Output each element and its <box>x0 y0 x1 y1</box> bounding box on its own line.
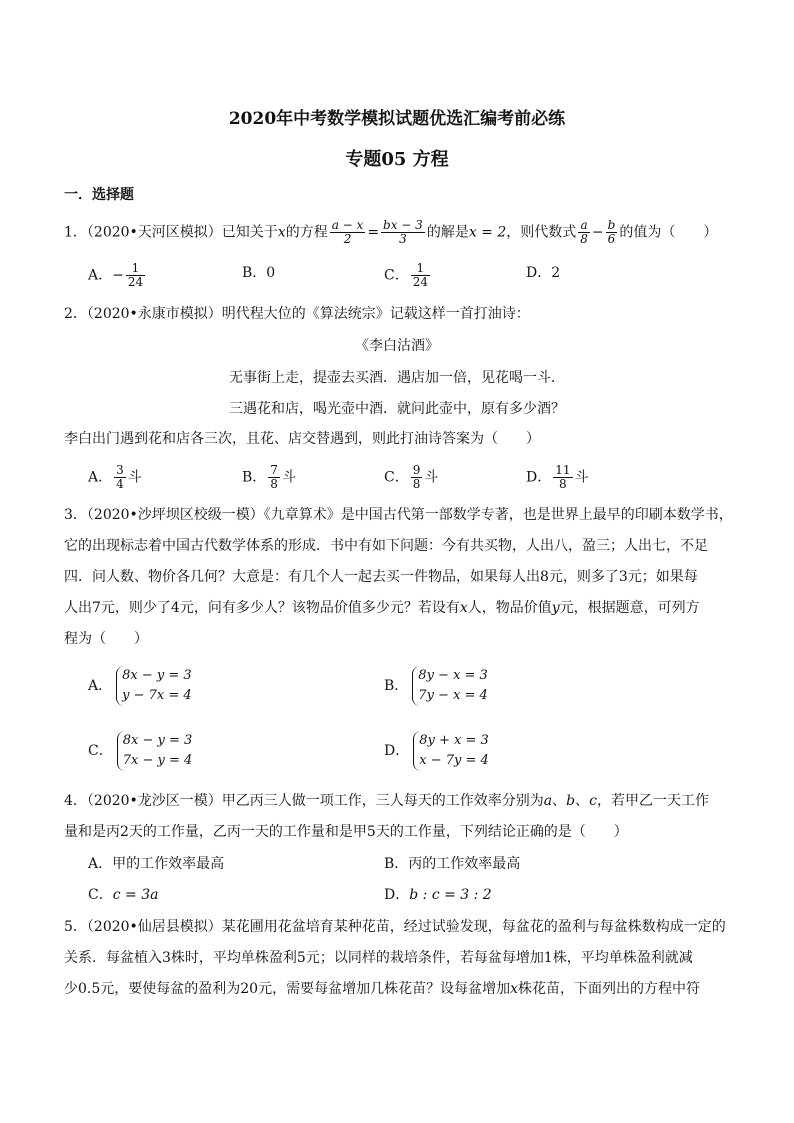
document-title: 2020年中考数学模拟试题优选汇编考前必练 <box>228 109 566 129</box>
fraction: $\frac{a - x}{2}$ <box>331 218 364 246</box>
question-5-line-2: 关系．每盆植入3株时，平均单株盈利5元；以同样的栽培条件，若每盆每增加1株，平均单株盈利就减 <box>64 950 693 966</box>
question-4-line-1: 4．（2020•龙沙区一模）甲乙丙三人做一项工作，三人每天的工作效率分别为a、b、c，若甲乙一天工作 <box>64 793 709 809</box>
q2-option-b[interactable]: B． $\frac{7}{8}$ 斗 <box>242 463 296 491</box>
poem-line-1: 无事街上走，提壶去买酒．遇店加一倍，见花喝一斗． <box>229 370 565 386</box>
question-4-line-2: 量和是丙2天的工作量，乙丙一天的工作量和是甲5天的工作量，下列结论正确的是（ ） <box>64 824 628 840</box>
poem-title: 《李白沽酒》 <box>355 338 439 354</box>
question-3-line-1: 3．（2020•沙坪坝区校级一模）《九章算术》是中国古代第一部数学专著，也是世界上最早的印刷本数学书， <box>64 507 733 523</box>
q2-option-a[interactable]: A． $\frac{3}{4}$ 斗 <box>88 463 142 491</box>
equation-system: 8x − y = 3 7x − y = 4 <box>117 731 193 771</box>
question-2-stem: 2．（2020•永康市模拟）明代程大位的《算法统宗》记载这样一首打油诗： <box>64 306 530 322</box>
question-3-line-5: 程为（ ） <box>64 631 148 647</box>
q1-option-d[interactable]: D．2 <box>526 265 561 281</box>
q4-option-c[interactable]: C．c = 3a <box>88 887 159 903</box>
q3-option-b[interactable]: B． 8y − x = 3 7y − x = 4 <box>384 666 488 706</box>
q3-option-a[interactable]: A． 8x − y = 3 y − 7x = 4 <box>88 666 192 706</box>
q2-option-d[interactable]: D． $\frac{11}{8}$ 斗 <box>526 463 589 491</box>
section-heading: 一．选择题 <box>64 187 134 203</box>
q1-option-c[interactable]: C． $\frac{1}{24}$ <box>384 261 428 289</box>
fraction: $\frac{3}{4}$ <box>116 463 124 491</box>
q1-option-b[interactable]: B．0 <box>242 265 276 281</box>
fraction: $\frac{b}{6}$ <box>607 218 616 246</box>
poem-line-2: 三遇花和店，喝光壶中酒．就问此壶中，原有多少酒？ <box>229 401 565 417</box>
equation-system: 8x − y = 3 y − 7x = 4 <box>116 666 192 706</box>
q2-option-c[interactable]: C． $\frac{9}{8}$ 斗 <box>384 463 439 491</box>
fraction: $\frac{1}{24}$ <box>127 261 144 289</box>
q1-option-a[interactable]: A．− $\frac{1}{24}$ <box>88 261 144 289</box>
q4-option-a[interactable]: A．甲的工作效率最高 <box>88 856 225 872</box>
question-2-prompt: 李白出门遇到花和店各三次，且花、店交替遇到，则此打油诗答案为（ ） <box>64 431 540 447</box>
q4-option-d[interactable]: D．b : c = 3 : 2 <box>384 887 492 903</box>
fraction: $\frac{7}{8}$ <box>270 463 278 491</box>
question-3-line-4: 人出7元，则少了4元，问有多少人？该物品价值多少元？若设有x人，物品价值y元，根据题意，可列方 <box>64 600 700 616</box>
q3-option-c[interactable]: C． 8x − y = 3 7x − y = 4 <box>88 731 192 771</box>
question-3-line-2: 它的出现标志着中国古代数学体系的形成．书中有如下问题：今有共买物，人出八，盈三；人出七，不足 <box>64 538 708 554</box>
fraction: $\frac{9}{8}$ <box>412 463 421 491</box>
question-5-line-3: 少0.5元，要使每盆的盈利为20元，需要每盆增加几株花苗？设每盆增加x株花苗，下面列出的方程中符 <box>64 981 700 997</box>
question-3-line-3: 四．问人数、物价各几何？大意是：有几个人一起去买一件物品，如果每人出8元，则多了3元；如果每 <box>64 569 698 585</box>
fraction: $\frac{1}{24}$ <box>412 261 428 289</box>
question-1-stem: 1．（2020•天河区模拟）已知关于x的方程 $\frac{a - x}{2}$ = $\frac{bx - 3}{3}$ 的解是x = 2，则代数式 $\frac{a}{8}$ − $\frac{b}{6}$ 的值为（ ） <box>64 218 718 246</box>
topic-subtitle: 专题05 方程 <box>345 149 449 170</box>
equation-system: 8y + x = 3 x − 7y = 4 <box>413 731 489 771</box>
fraction: $\frac{bx - 3}{3}$ <box>383 218 423 246</box>
q3-option-d[interactable]: D． 8y + x = 3 x − 7y = 4 <box>384 731 489 771</box>
equation-system: 8y − x = 3 7y − x = 4 <box>412 666 488 706</box>
q4-option-b[interactable]: B．丙的工作效率最高 <box>384 856 521 872</box>
fraction: $\frac{11}{8}$ <box>555 463 571 491</box>
fraction: $\frac{a}{8}$ <box>580 218 588 246</box>
question-5-line-1: 5．（2020•仙居县模拟）某花圃用花盆培育某种花苗，经过试验发现，每盆花的盈利与每盆株数构成一定的 <box>64 919 726 935</box>
